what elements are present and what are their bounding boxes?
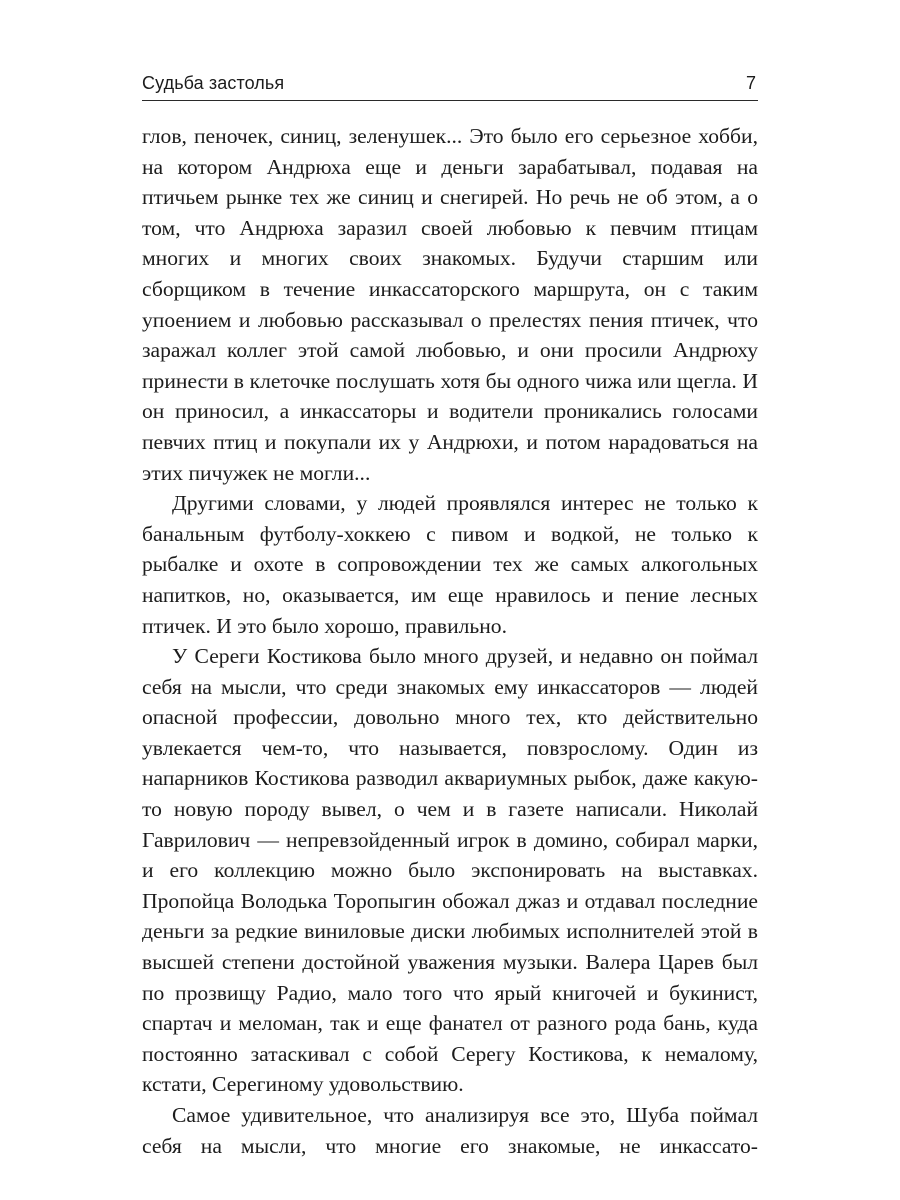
paragraph: У Сереги Костикова было много друзей, и недавно он поймал себя на мысли, что среди знакомых ему инкассаторов — людей опасной профессии, довольно много тех, кто действительно увлекается чем-то, что называется, повзрослому. Один из напарников Костикова разводил аквариумных рыбок, даже какую-то новую породу вывел, о чем и в газете написали. Николай Гаврилович — непревзойденный игрок в домино, собирал марки, и его коллекцию можно было экспонировать на выставках. Пропойца Володька Торопыгин обожал джаз и отдавал последние деньги за редкие виниловые диски любимых исполнителей этой в высшей степени достойной уважения музыки. Валера Царев был по прозвищу Радио, мало того что ярый книгочей и букинист, спартач и меломан, так и еще фанател от разного рода бань, куда постоянно затаскивал с собой Серегу Костикова, к немалому, кстати, Серегиному удовольствию. bbox=[142, 644, 758, 1097]
page-number: 7 bbox=[745, 73, 756, 93]
body-text bbox=[142, 121, 758, 1161]
book-page bbox=[142, 72, 758, 1161]
running-head bbox=[142, 72, 758, 101]
paragraph-continued: глов, пеночек, синиц, зеленушек... Это было его серьезное хобби, на котором Андрюха еще и деньги зарабатывал, подавая на птичьем рынке тех же синиц и снегирей. Но речь не об этом, а о том, что Андрюха заразил своей любовью к певчим птицам многих и многих своих знакомых. Будучи старшим или сборщиком в течение инкассаторского маршрута, он с таким упоением и любовью рассказывал о прелестях пения птичек, что заражал коллег этой самой любовью, и они просили Андрюху принести в клеточке послушать хотя бы одного чижа или щегла. И он приносил, а инкассаторы и водители проникались голосами певчих птиц и покупали их у Андрюхи, и потом нарадоваться на этих пичужек не могли... bbox=[142, 124, 758, 485]
running-title: Судьба застолья bbox=[142, 73, 285, 93]
paragraph-partial: Самое удивительное, что анализируя все это, Шуба поймал себя на мысли, что многие его знакомые, не инкассато- bbox=[142, 1103, 758, 1158]
paragraph: Другими словами, у людей проявлялся интерес не только к банальным футболу-хоккею с пивом и водкой, не только к рыбалке и охоте в сопровождении тех же самых алкогольных напитков, но, оказывается, им еще нравилось и пение лесных птичек. И это было хорошо, правильно. bbox=[142, 491, 758, 638]
